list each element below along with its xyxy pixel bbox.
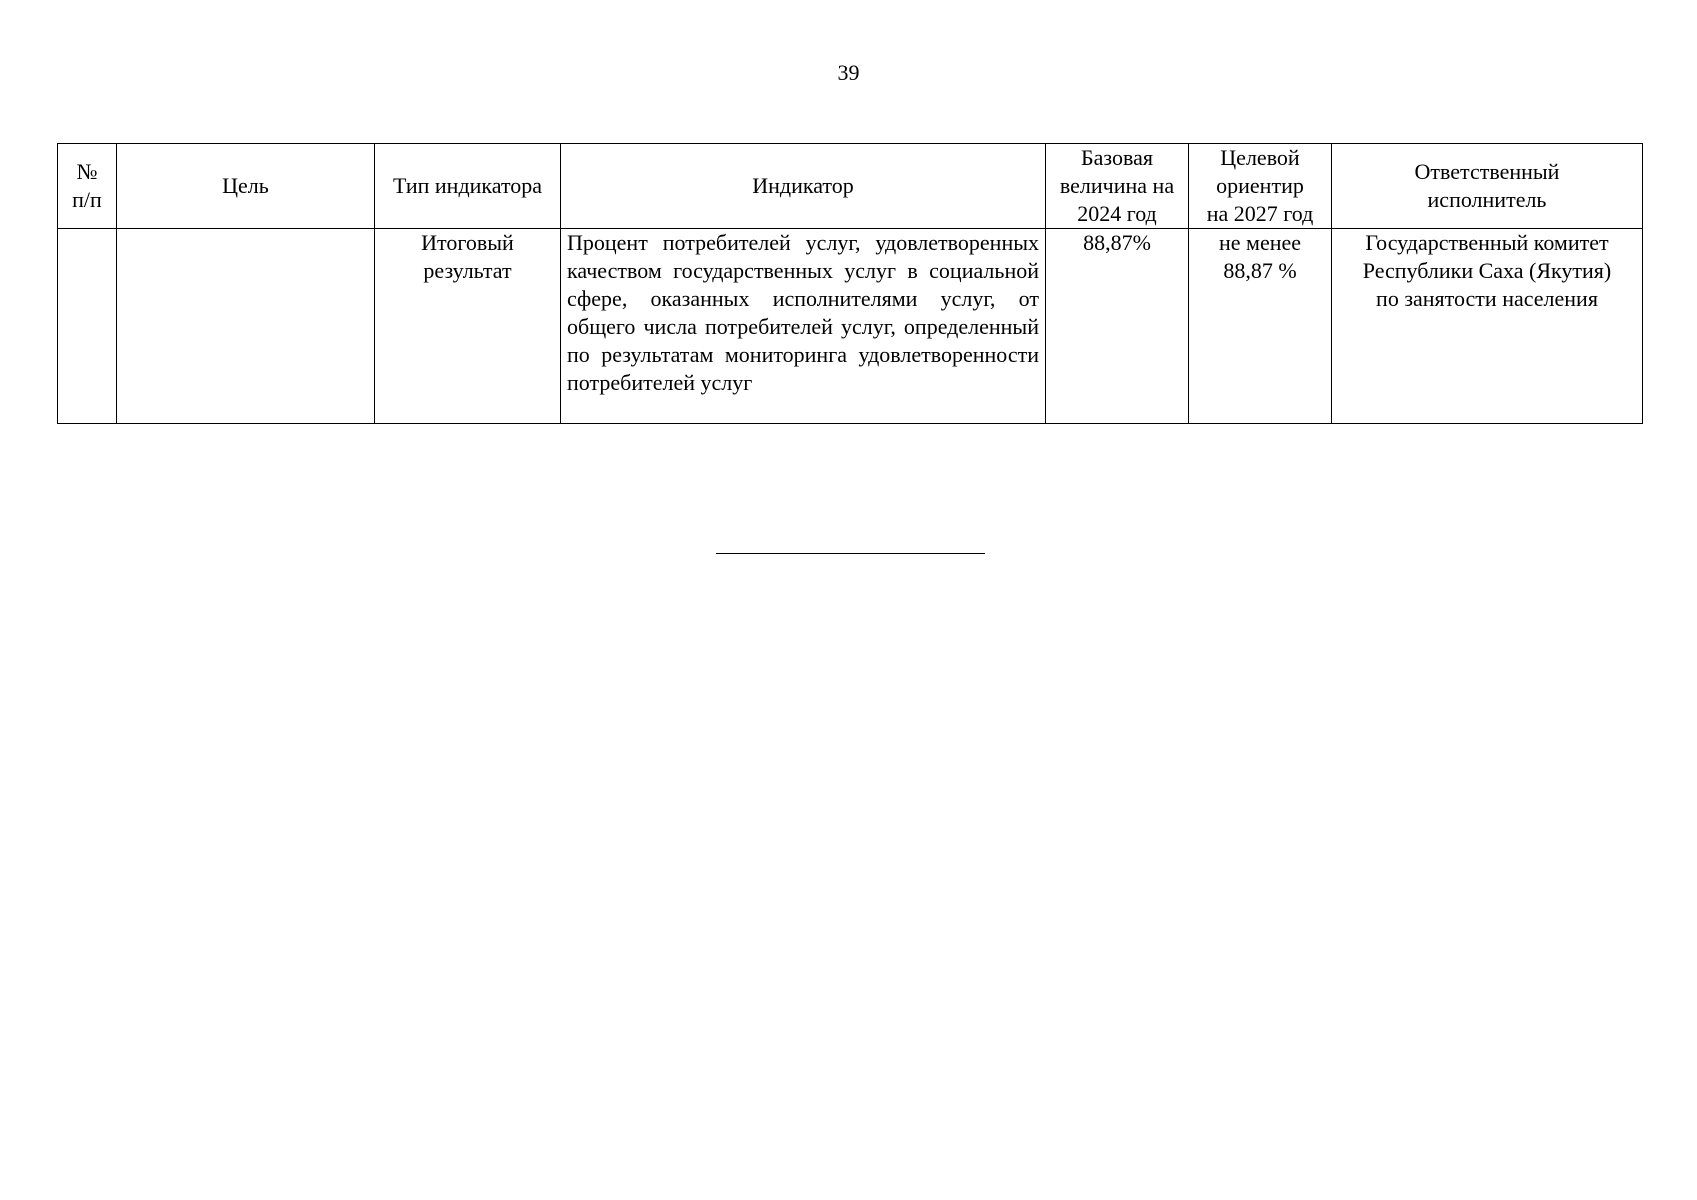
header-goal: Цель	[117, 144, 375, 229]
header-target-value	[1189, 144, 1332, 229]
header-indicator-type: Тип индикатора	[375, 144, 561, 229]
cell-base-value: 88,87%	[1046, 229, 1189, 424]
page-number: 39	[837, 60, 860, 85]
cell-responsible-line: по занятости населения	[1376, 286, 1598, 311]
header-target-line: ориентир	[1216, 173, 1304, 198]
cell-type-line: результат	[423, 258, 512, 283]
cell-indicator-type	[375, 229, 561, 424]
cell-target-value	[1189, 229, 1332, 424]
header-base-line: Базовая	[1081, 145, 1153, 170]
table-header-row	[58, 144, 1643, 229]
cell-type-line: Итоговый	[421, 230, 514, 255]
header-responsible	[1332, 144, 1643, 229]
header-number-line: №	[76, 159, 98, 184]
cell-indicator: Процент потребителей услуг, удовлетворенных качеством государственных услуг в социальной сфере, оказанных исполнителями услуг, от общего числа потребителей услуг, определенный по результатам мониторинга удовлетворенности потребителей услуг	[561, 229, 1046, 424]
cell-responsible-line: Государственный комитет	[1365, 230, 1609, 255]
header-number-line: п/п	[72, 187, 102, 212]
cell-responsible-line: Республики Саха (Якутия)	[1362, 258, 1612, 283]
table-row	[58, 229, 1643, 424]
cell-number	[58, 229, 117, 424]
header-responsible-line: исполнитель	[1427, 187, 1547, 212]
header-base-line: величина на	[1059, 173, 1175, 198]
header-base-line: 2024 год	[1077, 201, 1157, 226]
header-indicator: Индикатор	[561, 144, 1046, 229]
header-number	[58, 144, 117, 229]
cell-responsible	[1332, 229, 1643, 424]
end-of-document-rule	[716, 553, 985, 554]
indicator-table	[57, 143, 1643, 424]
cell-target-line: 88,87 %	[1223, 258, 1297, 283]
cell-target-line: не менее	[1218, 230, 1302, 255]
header-target-line: на 2027 год	[1206, 201, 1314, 226]
header-target-line: Целевой	[1220, 145, 1300, 170]
header-responsible-line: Ответственный	[1414, 159, 1560, 184]
cell-goal	[117, 229, 375, 424]
header-base-value	[1046, 144, 1189, 229]
